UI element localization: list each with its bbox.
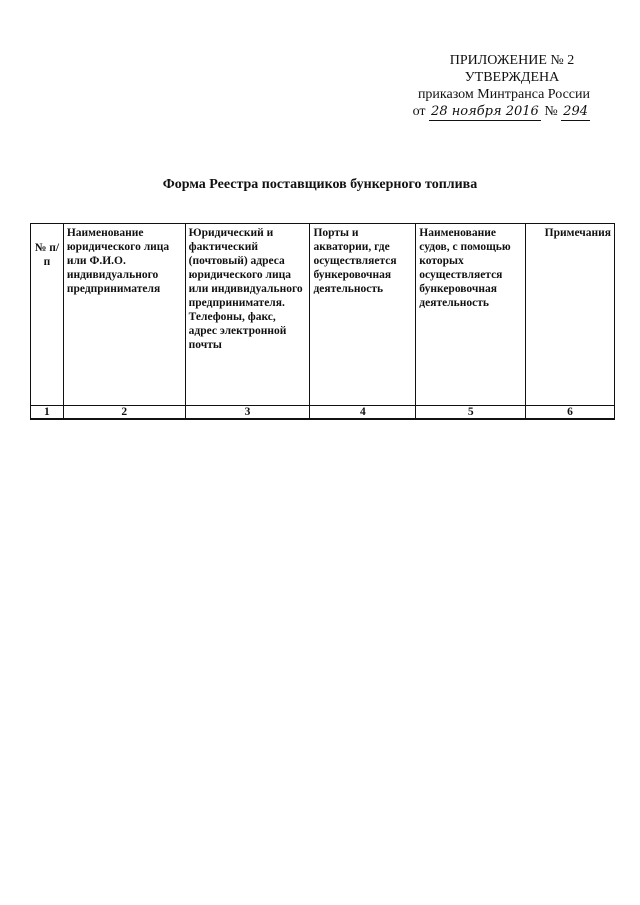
approval-block bbox=[400, 52, 590, 121]
table-header-row bbox=[31, 224, 615, 406]
number-label: № bbox=[544, 104, 558, 119]
order-date-line bbox=[400, 103, 590, 121]
order-by-label: приказом Минтранса России bbox=[417, 87, 590, 102]
header-company-name: Наименование юридического лица или Ф.И.О. индивидуального предпринимателя bbox=[63, 224, 185, 406]
header-vessels: Наименование судов, с помощью которых осуществляется бункеровочная деятельность bbox=[416, 224, 526, 406]
handwritten-number: 294 bbox=[563, 104, 588, 119]
header-notes: Примечания bbox=[526, 224, 615, 406]
index-cell-5: 5 bbox=[416, 406, 526, 420]
index-cell-3: 3 bbox=[185, 406, 310, 420]
index-cell-4: 4 bbox=[310, 406, 416, 420]
from-label: от bbox=[412, 104, 426, 119]
approved-label: УТВЕРЖДЕНА bbox=[464, 70, 560, 85]
registry-form-table bbox=[30, 223, 615, 420]
index-cell-2: 2 bbox=[63, 406, 185, 420]
handwritten-date: 28 ноября 2016 bbox=[431, 104, 539, 119]
header-ports: Порты и акватории, где осуществляется бункеровочная деятельность bbox=[310, 224, 416, 406]
document-title: Форма Реестра поставщиков бункерного топлива bbox=[162, 177, 478, 192]
table-index-row bbox=[31, 406, 615, 420]
appendix-label: ПРИЛОЖЕНИЕ № 2 bbox=[449, 53, 575, 68]
index-cell-6: 6 bbox=[526, 406, 615, 420]
index-cell-1: 1 bbox=[31, 406, 64, 420]
header-number: № п/п bbox=[31, 224, 64, 406]
header-addresses: Юридический и фактический (почтовый) адреса юридического лица или индивидуального предпринимателя. Телефоны, факс, адрес электронной почты bbox=[185, 224, 310, 406]
